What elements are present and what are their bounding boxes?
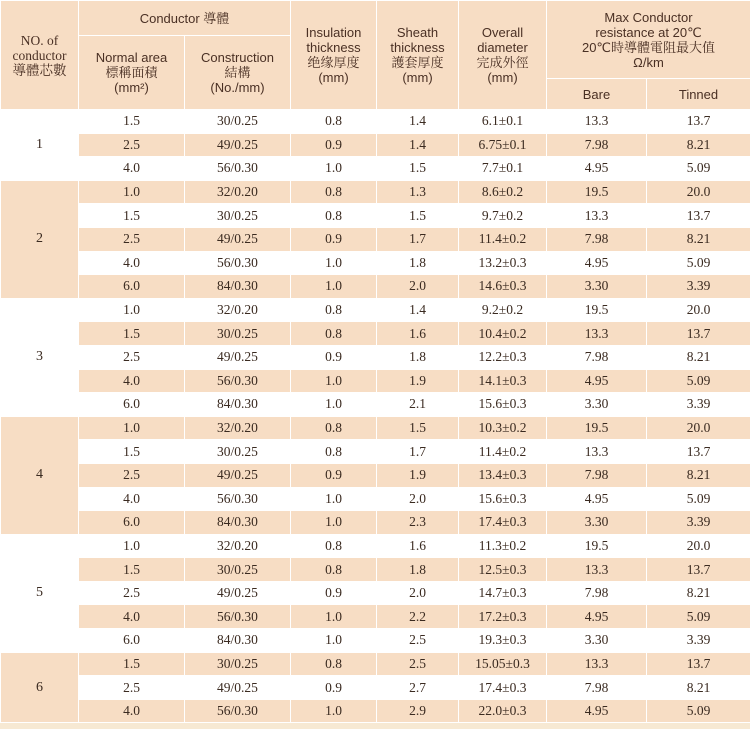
- insulation-cell: 1.0: [291, 393, 377, 417]
- overall-diameter-cell: 12.2±0.3: [459, 345, 547, 369]
- bare-resistance-cell: 13.3: [547, 204, 647, 228]
- construction-cell: 84/0.30: [185, 275, 291, 299]
- insulation-cell: 0.8: [291, 180, 377, 204]
- normal-area-cell: 2.5: [79, 133, 185, 157]
- construction-cell: 84/0.30: [185, 511, 291, 535]
- tinned-resistance-cell: 5.09: [647, 605, 750, 629]
- overall-diameter-cell: 6.1±0.1: [459, 110, 547, 134]
- table-row: [1, 298, 750, 322]
- overall-diameter-cell: 11.4±0.2: [459, 227, 547, 251]
- bare-resistance-cell: 4.95: [547, 251, 647, 275]
- sheath-cell: 1.7: [377, 227, 459, 251]
- construction-cell: 30/0.25: [185, 204, 291, 228]
- table-row: [1, 345, 750, 369]
- normal-area-cell: 1.5: [79, 652, 185, 676]
- table-row: [1, 558, 750, 582]
- table-row: [1, 393, 750, 417]
- sheath-cell: 1.7: [377, 440, 459, 464]
- construction-cell: 30/0.25: [185, 440, 291, 464]
- bare-resistance-cell: 7.98: [547, 463, 647, 487]
- normal-area-cell: 1.5: [79, 110, 185, 134]
- sheath-cell: 1.5: [377, 204, 459, 228]
- table-row: [1, 322, 750, 346]
- normal-area-cell: 1.5: [79, 322, 185, 346]
- insulation-cell: 0.9: [291, 133, 377, 157]
- normal-area-cell: 6.0: [79, 393, 185, 417]
- construction-cell: 32/0.20: [185, 534, 291, 558]
- insulation-cell: 1.0: [291, 511, 377, 535]
- insulation-cell: 1.0: [291, 487, 377, 511]
- construction-cell: 56/0.30: [185, 251, 291, 275]
- tinned-resistance-cell: 8.21: [647, 133, 750, 157]
- tinned-resistance-cell: 13.7: [647, 558, 750, 582]
- header-no-of-conductor: NO. of conductor 導體芯數: [1, 1, 79, 110]
- table-row: [1, 180, 750, 204]
- header-normal-area: Normal area 標稱面積 (mm²): [79, 36, 185, 110]
- insulation-cell: 0.8: [291, 204, 377, 228]
- header-conductor-group: Conductor 導體: [79, 1, 291, 36]
- table-row: [1, 251, 750, 275]
- bare-resistance-cell: 3.30: [547, 629, 647, 653]
- construction-cell: 56/0.30: [185, 157, 291, 181]
- construction-cell: 30/0.25: [185, 558, 291, 582]
- bare-resistance-cell: 7.98: [547, 676, 647, 700]
- sheath-cell: 2.5: [377, 652, 459, 676]
- sheath-cell: 2.5: [377, 629, 459, 653]
- insulation-cell: 0.8: [291, 298, 377, 322]
- normal-area-cell: 6.0: [79, 629, 185, 653]
- bare-resistance-cell: 4.95: [547, 605, 647, 629]
- bare-resistance-cell: 13.3: [547, 110, 647, 134]
- sheath-cell: 2.1: [377, 393, 459, 417]
- sheath-cell: 1.4: [377, 298, 459, 322]
- overall-diameter-cell: 13.2±0.3: [459, 251, 547, 275]
- insulation-cell: 0.8: [291, 416, 377, 440]
- insulation-cell: 0.9: [291, 581, 377, 605]
- overall-diameter-cell: 15.6±0.3: [459, 393, 547, 417]
- table-row: [1, 605, 750, 629]
- overall-diameter-cell: 10.4±0.2: [459, 322, 547, 346]
- normal-area-cell: 4.0: [79, 157, 185, 181]
- table-row: [1, 440, 750, 464]
- overall-diameter-cell: 14.1±0.3: [459, 369, 547, 393]
- construction-cell: 49/0.25: [185, 676, 291, 700]
- sheath-cell: 2.3: [377, 511, 459, 535]
- bare-resistance-cell: 19.5: [547, 180, 647, 204]
- normal-area-cell: 1.0: [79, 534, 185, 558]
- sheath-cell: 2.0: [377, 275, 459, 299]
- sheath-cell: 1.3: [377, 180, 459, 204]
- insulation-cell: 1.0: [291, 275, 377, 299]
- bare-resistance-cell: 7.98: [547, 345, 647, 369]
- construction-cell: 49/0.25: [185, 345, 291, 369]
- insulation-cell: 1.0: [291, 157, 377, 181]
- overall-diameter-cell: 17.4±0.3: [459, 676, 547, 700]
- sheath-cell: 1.4: [377, 133, 459, 157]
- table-row: [1, 534, 750, 558]
- bare-resistance-cell: 3.30: [547, 511, 647, 535]
- insulation-cell: 1.0: [291, 369, 377, 393]
- overall-diameter-cell: 22.0±0.3: [459, 699, 547, 723]
- tinned-resistance-cell: 8.21: [647, 227, 750, 251]
- table-body: [1, 110, 750, 723]
- sheath-cell: 2.0: [377, 581, 459, 605]
- insulation-cell: 1.0: [291, 629, 377, 653]
- construction-cell: 49/0.25: [185, 581, 291, 605]
- table-row: [1, 227, 750, 251]
- normal-area-cell: 6.0: [79, 511, 185, 535]
- normal-area-cell: 2.5: [79, 345, 185, 369]
- tinned-resistance-cell: 13.7: [647, 652, 750, 676]
- core-count-cell: 5: [1, 534, 79, 652]
- normal-area-cell: 1.0: [79, 180, 185, 204]
- overall-diameter-cell: 10.3±0.2: [459, 416, 547, 440]
- header-bare: Bare: [547, 79, 647, 110]
- bare-resistance-cell: 13.3: [547, 440, 647, 464]
- bare-resistance-cell: 13.3: [547, 652, 647, 676]
- tinned-resistance-cell: 13.7: [647, 204, 750, 228]
- overall-diameter-cell: 12.5±0.3: [459, 558, 547, 582]
- normal-area-cell: 1.5: [79, 204, 185, 228]
- normal-area-cell: 4.0: [79, 487, 185, 511]
- tinned-resistance-cell: 5.09: [647, 157, 750, 181]
- bare-resistance-cell: 4.95: [547, 369, 647, 393]
- bare-resistance-cell: 7.98: [547, 133, 647, 157]
- overall-diameter-cell: 9.7±0.2: [459, 204, 547, 228]
- bare-resistance-cell: 4.95: [547, 699, 647, 723]
- normal-area-cell: 1.0: [79, 416, 185, 440]
- tinned-resistance-cell: 20.0: [647, 298, 750, 322]
- sheath-cell: 1.9: [377, 463, 459, 487]
- bare-resistance-cell: 13.3: [547, 322, 647, 346]
- normal-area-cell: 1.0: [79, 298, 185, 322]
- overall-diameter-cell: 8.6±0.2: [459, 180, 547, 204]
- sheath-cell: 1.8: [377, 345, 459, 369]
- header-construction: Construction 結構 (No./mm): [185, 36, 291, 110]
- table-row: [1, 511, 750, 535]
- table-header: [1, 1, 750, 110]
- table-row: [1, 699, 750, 723]
- tinned-resistance-cell: 20.0: [647, 416, 750, 440]
- normal-area-cell: 2.5: [79, 463, 185, 487]
- table-row: [1, 275, 750, 299]
- sheath-cell: 1.5: [377, 157, 459, 181]
- bare-resistance-cell: 3.30: [547, 393, 647, 417]
- core-count-cell: 6: [1, 652, 79, 723]
- construction-cell: 32/0.20: [185, 416, 291, 440]
- overall-diameter-cell: 7.7±0.1: [459, 157, 547, 181]
- tinned-resistance-cell: 3.39: [647, 511, 750, 535]
- bare-resistance-cell: 4.95: [547, 157, 647, 181]
- core-count-cell: 1: [1, 110, 79, 181]
- tinned-resistance-cell: 8.21: [647, 676, 750, 700]
- header-overall-diameter: Overall diameter 完成外徑 (mm): [459, 1, 547, 110]
- tinned-resistance-cell: 3.39: [647, 629, 750, 653]
- tinned-resistance-cell: 8.21: [647, 581, 750, 605]
- core-count-cell: 4: [1, 416, 79, 534]
- construction-cell: 56/0.30: [185, 369, 291, 393]
- bare-resistance-cell: 4.95: [547, 487, 647, 511]
- insulation-cell: 1.0: [291, 699, 377, 723]
- bare-resistance-cell: 7.98: [547, 227, 647, 251]
- table-row: [1, 369, 750, 393]
- header-max-resistance: Max Conductor resistance at 20℃ 20℃時導體電阻最大值 Ω/km: [547, 1, 750, 79]
- tinned-resistance-cell: 8.21: [647, 463, 750, 487]
- overall-diameter-cell: 11.3±0.2: [459, 534, 547, 558]
- sheath-cell: 1.8: [377, 251, 459, 275]
- insulation-cell: 0.8: [291, 440, 377, 464]
- normal-area-cell: 1.5: [79, 440, 185, 464]
- overall-diameter-cell: 11.4±0.2: [459, 440, 547, 464]
- overall-diameter-cell: 14.6±0.3: [459, 275, 547, 299]
- overall-diameter-cell: 14.7±0.3: [459, 581, 547, 605]
- normal-area-cell: 4.0: [79, 699, 185, 723]
- insulation-cell: 0.8: [291, 110, 377, 134]
- construction-cell: 30/0.25: [185, 110, 291, 134]
- normal-area-cell: 6.0: [79, 275, 185, 299]
- tinned-resistance-cell: 20.0: [647, 180, 750, 204]
- construction-cell: 56/0.30: [185, 605, 291, 629]
- construction-cell: 84/0.30: [185, 393, 291, 417]
- construction-cell: 49/0.25: [185, 227, 291, 251]
- insulation-cell: 0.8: [291, 322, 377, 346]
- tinned-resistance-cell: 8.21: [647, 345, 750, 369]
- tinned-resistance-cell: 13.7: [647, 110, 750, 134]
- bare-resistance-cell: 19.5: [547, 416, 647, 440]
- table-row: [1, 416, 750, 440]
- table-row: [1, 652, 750, 676]
- table-row: [1, 463, 750, 487]
- construction-cell: 30/0.25: [185, 652, 291, 676]
- sheath-cell: 2.2: [377, 605, 459, 629]
- normal-area-cell: 4.0: [79, 605, 185, 629]
- tinned-resistance-cell: 5.09: [647, 699, 750, 723]
- tinned-resistance-cell: 13.7: [647, 440, 750, 464]
- overall-diameter-cell: 15.05±0.3: [459, 652, 547, 676]
- insulation-cell: 0.9: [291, 676, 377, 700]
- table-row: [1, 581, 750, 605]
- table-row: [1, 204, 750, 228]
- table-row: [1, 110, 750, 134]
- bare-resistance-cell: 19.5: [547, 534, 647, 558]
- tinned-resistance-cell: 3.39: [647, 275, 750, 299]
- overall-diameter-cell: 6.75±0.1: [459, 133, 547, 157]
- sheath-cell: 1.5: [377, 416, 459, 440]
- sheath-cell: 1.6: [377, 322, 459, 346]
- normal-area-cell: 2.5: [79, 676, 185, 700]
- insulation-cell: 0.8: [291, 558, 377, 582]
- insulation-cell: 0.9: [291, 463, 377, 487]
- tinned-resistance-cell: 5.09: [647, 251, 750, 275]
- overall-diameter-cell: 17.2±0.3: [459, 605, 547, 629]
- normal-area-cell: 4.0: [79, 369, 185, 393]
- header-tinned: Tinned: [647, 79, 750, 110]
- sheath-cell: 2.7: [377, 676, 459, 700]
- overall-diameter-cell: 15.6±0.3: [459, 487, 547, 511]
- normal-area-cell: 1.5: [79, 558, 185, 582]
- construction-cell: 56/0.30: [185, 487, 291, 511]
- construction-cell: 30/0.25: [185, 322, 291, 346]
- insulation-cell: 0.8: [291, 652, 377, 676]
- bare-resistance-cell: 13.3: [547, 558, 647, 582]
- header-sheath-thickness: Sheath thickness 護套厚度 (mm): [377, 1, 459, 110]
- overall-diameter-cell: 17.4±0.3: [459, 511, 547, 535]
- overall-diameter-cell: 19.3±0.3: [459, 629, 547, 653]
- insulation-cell: 1.0: [291, 605, 377, 629]
- bare-resistance-cell: 19.5: [547, 298, 647, 322]
- bare-resistance-cell: 3.30: [547, 275, 647, 299]
- construction-cell: 56/0.30: [185, 699, 291, 723]
- construction-cell: 49/0.25: [185, 133, 291, 157]
- insulation-cell: 1.0: [291, 251, 377, 275]
- normal-area-cell: 2.5: [79, 227, 185, 251]
- construction-cell: 32/0.20: [185, 180, 291, 204]
- table-row: [1, 487, 750, 511]
- core-count-cell: 2: [1, 180, 79, 298]
- insulation-cell: 0.9: [291, 227, 377, 251]
- tinned-resistance-cell: 20.0: [647, 534, 750, 558]
- sheath-cell: 1.6: [377, 534, 459, 558]
- tinned-resistance-cell: 5.09: [647, 369, 750, 393]
- overall-diameter-cell: 9.2±0.2: [459, 298, 547, 322]
- tinned-resistance-cell: 3.39: [647, 393, 750, 417]
- sheath-cell: 2.9: [377, 699, 459, 723]
- normal-area-cell: 4.0: [79, 251, 185, 275]
- insulation-cell: 0.9: [291, 345, 377, 369]
- header-insulation-thickness: Insulation thickness 绝缘厚度 (mm): [291, 1, 377, 110]
- sheath-cell: 2.0: [377, 487, 459, 511]
- construction-cell: 84/0.30: [185, 629, 291, 653]
- normal-area-cell: 2.5: [79, 581, 185, 605]
- tinned-resistance-cell: 13.7: [647, 322, 750, 346]
- tinned-resistance-cell: 5.09: [647, 487, 750, 511]
- sheath-cell: 1.8: [377, 558, 459, 582]
- core-count-cell: 3: [1, 298, 79, 416]
- table-row: [1, 133, 750, 157]
- construction-cell: 32/0.20: [185, 298, 291, 322]
- overall-diameter-cell: 13.4±0.3: [459, 463, 547, 487]
- sheath-cell: 1.4: [377, 110, 459, 134]
- sheath-cell: 1.9: [377, 369, 459, 393]
- bare-resistance-cell: 7.98: [547, 581, 647, 605]
- construction-cell: 49/0.25: [185, 463, 291, 487]
- table-row: [1, 629, 750, 653]
- table-row: [1, 157, 750, 181]
- table-row: [1, 676, 750, 700]
- insulation-cell: 0.8: [291, 534, 377, 558]
